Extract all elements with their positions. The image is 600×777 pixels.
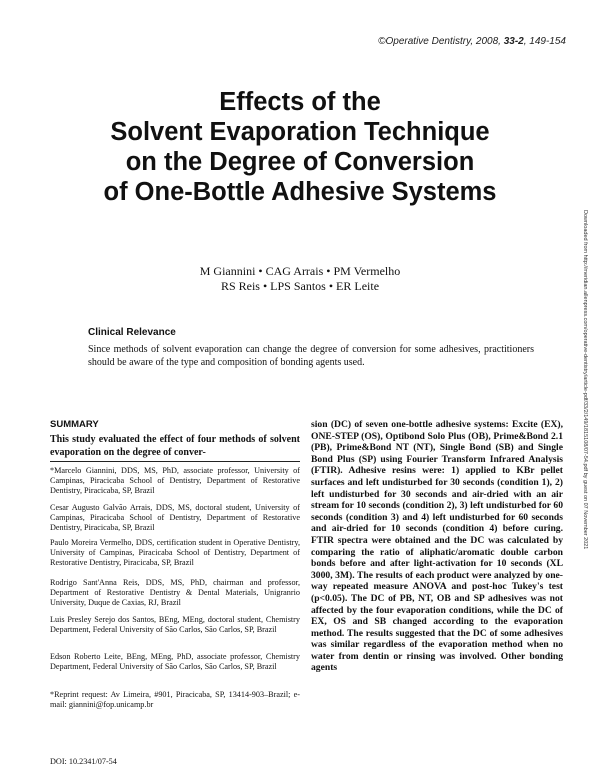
footnote-divider [50, 461, 300, 462]
clinical-relevance-text: Since methods of solvent evaporation can change the degree of conversion for some adhesives, practitioners should be aware of the type and composition of bonding agents used. [88, 344, 534, 368]
title-line: Effects of the [219, 88, 381, 116]
download-watermark [578, 210, 588, 590]
clinical-relevance-heading: Clinical Relevance [88, 327, 176, 338]
title-line: Solvent Evaporation Technique [110, 118, 490, 146]
summary-heading: SUMMARY [50, 419, 99, 430]
affiliation-item: Luis Presley Serejo dos Santos, BEng, MEng, doctoral student, Chemistry Department, Federal University of São Carlos, São Carlos, SP, Brazil [50, 615, 300, 634]
citation-prefix: ©Operative Dentistry, 2008, [378, 36, 504, 47]
journal-citation [378, 36, 566, 47]
summary-lead-text: This study evaluated the effect of four methods of solvent evaporation on the degree of conver- [50, 434, 300, 458]
affiliation-item: Paulo Moreira Vermelho, DDS, certification student in Operative Dentistry, University of Campinas, Piracicaba School of Dentistry, Department of Restorative Dentistry, Piracicaba, SP, Brazil [50, 538, 300, 567]
author-line: M Giannini • CAG Arrais • PM Vermelho [199, 264, 401, 278]
page-range: , 149-154 [523, 36, 566, 47]
title-line: of One-Bottle Adhesive Systems [103, 178, 497, 206]
title-line: on the Degree of Conversion [125, 148, 475, 176]
doi: DOI: 10.2341/07-54 [50, 757, 117, 766]
download-watermark-text: Downloaded from http://meridian.allenpress.com/operative-dentistry/article-pdf/33/2/149/1815108/07-54.pdf by guest on 07 November 2021 [582, 210, 588, 550]
affiliation-item: Cesar Augusto Galvão Arrais, DDS, MS, doctoral student, University of Campinas, Piracicaba School of Dentistry, Department of Restorative Dentistry, Piracicaba, SP, Brazil [50, 503, 300, 532]
reprint-request: *Reprint request: Av Limeira, #901, Piracicaba, SP, 13414-903–Brazil; e-mail: giannini@fop.unicamp.br [50, 690, 300, 709]
author-line: RS Reis • LPS Santos • ER Leite [220, 279, 380, 293]
author-list [100, 264, 500, 294]
affiliation-item: *Marcelo Giannini, DDS, MS, PhD, associate professor, University of Campinas, Piracicaba School of Dentistry, Department of Restorative Dentistry, Piracicaba, SP, Brazil [50, 466, 300, 495]
affiliation-item: Edson Roberto Leite, BEng, MEng, PhD, associate professor, Chemistry Department, Federal University of São Carlos, São Carlos, SP, Brazil [50, 652, 300, 671]
volume-issue: 33-2 [503, 36, 524, 47]
affiliation-item: Rodrigo Sant'Anna Reis, DDS, MS, PhD, chairman and professor, Department of Restorative Dentistry & Dental Materials, Unigranrio University, Duque de Caxias, RJ, Brazil [50, 578, 300, 607]
article-title [40, 87, 560, 207]
summary-continued-text: sion (DC) of seven one-bottle adhesive systems: Excite (EX), ONE-STEP (OS), Optibond Solo Plus (OB), Prime&Bond 2.1 (PB), Prime&Bond NT (NT), Single Bond (SB) and Single Bond Plus (SP) using Fourier Transform Infrared Analysis (FTIR). Adhesive resins were: 1) applied to KBr pellet surfaces and left undisturbed for 30 seconds (condition 1), 2) left undisturbed for 30 seconds and air-dried with an air stream for 10 seconds (condition 2), 3) left undisturbed for 60 seconds (condition 3) and 4) left undisturbed for 60 seconds and air-dried for 10 seconds (condition 4) before curing. FTIR spectra were obtained and the DC was calculated by comparing the ratio of aliphatic/aromatic double carbon bonds before and after light-activation for 10 seconds (XL 3000, 3M). The results of each product were analyzed by one-way repeated measure ANOVA and post-hoc Tukey's test (p<0.05). The DC of PB, NT, OB and SP adhesives was not affected by the four evaporation conditions, while the DC of EX, OS and SB changed according to the evaporation method. The results suggested that the DC of some adhesives was similar regardless of the evaporation method when no water from dentin or rinsing was involved. Other bonding agents [311, 419, 563, 674]
